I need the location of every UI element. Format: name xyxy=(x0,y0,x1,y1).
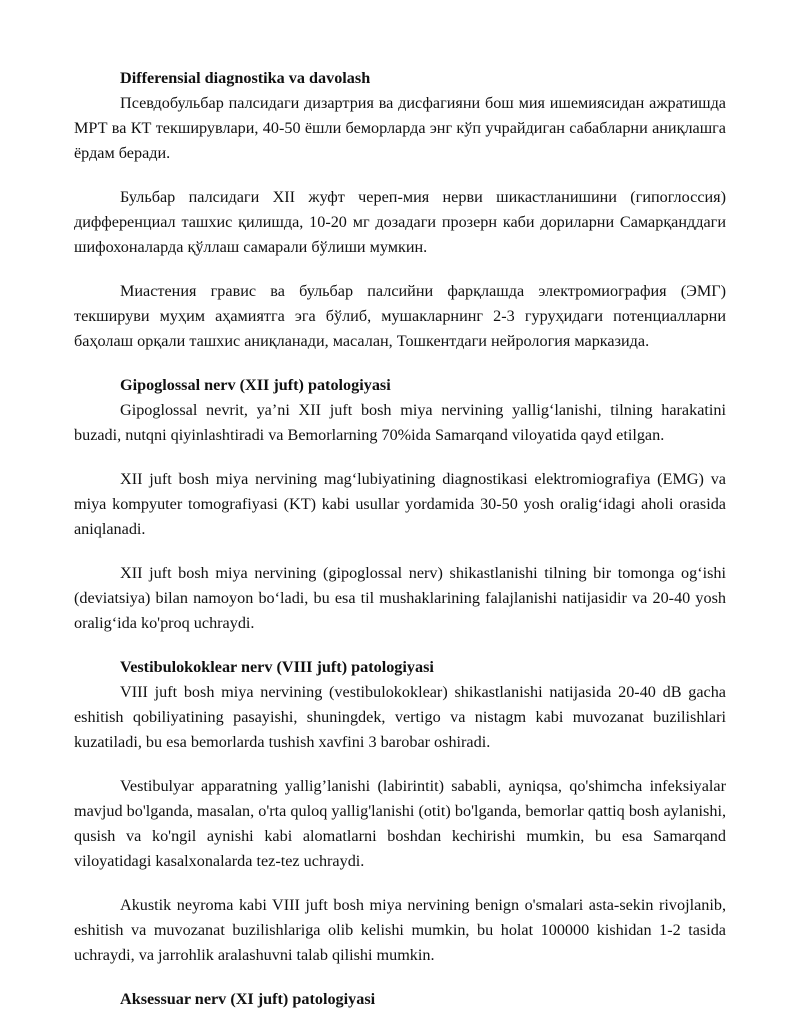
section-heading: Gipoglossal nerv (XII juft) patologiyasi xyxy=(120,376,391,394)
section-heading: Differensial diagnostika va davolash xyxy=(120,69,371,87)
paragraph: VIII juft bosh miya nervining (vestibulokoklear) shikastlanishi natijasida 20-40 dB gacha eshitish qobiliyatining pasayishi, shuningdek, vertigo va nistagm kabi muvozanat buzilishlari kuzatiladi, bu esa bemorlarda tushish xavfini 3 barobar oshiradi. xyxy=(74,683,726,751)
section-heading: Vestibulokoklear nerv (VIII juft) patologiyasi xyxy=(120,658,434,676)
paragraph: XII juft bosh miya nervining (gipoglossal nerv) shikastlanishi tilning bir tomonga og‘ishi (deviatsiya) bilan namoyon bo‘ladi, bu esa til mushaklarining falajlanishi natijasidir va 20-40 yosh oralig‘ida ko'proq uchraydi. xyxy=(74,564,726,632)
paragraph: Миастения гравис ва бульбар палсийни фарқлашда электромиография (ЭМГ) текшируви муҳим аҳамиятга эга бўлиб, мушакларнинг 2-3 гуруҳидаги потенциалларни баҳолаш орқали ташхис аниқланади, масалан, Тошкентдаги нейрология марказида. xyxy=(74,282,726,350)
paragraph: Бульбар палсидаги XII жуфт череп-мия нерви шикастланишини (гипоглоссия) дифференциал ташхис қилишда, 10-20 мг дозадаги прозерн каби дориларни Самарқанддаги шифохоналарда қўллаш самарали бўлиши мумкин. xyxy=(74,188,726,256)
section-heading: Aksessuar nerv (XI juft) patologiyasi xyxy=(120,990,376,1008)
paragraph: XII juft bosh miya nervining mag‘lubiyatining diagnostikasi elektromiografiya (EMG) va miya kompyuter tomografiyasi (KT) kabi usullar yordamida 30-50 yosh oralig‘idagi aholi orasida aniqlanadi. xyxy=(74,470,726,538)
document-page xyxy=(74,66,726,1012)
paragraph: Akustik neyroma kabi VIII juft bosh miya nervining benign o'smalari asta-sekin rivojlanib, eshitish va muvozanat buzilishlariga olib kelishi mumkin, bu holat 100000 kishidan 1-2 tasida uchraydi, va jarrohlik aralashuvni talab qilishi mumkin. xyxy=(74,896,726,964)
paragraph: Псевдобульбар палсидаги дизартрия ва дисфагияни бош мия ишемиясидан ажратишда МРТ ва КТ текширувлари, 40-50 ёшли беморларда энг кўп учрайдиган сабабларни аниқлашга ёрдам беради. xyxy=(74,94,726,162)
section-accessory-nerve xyxy=(74,987,726,1012)
paragraph: Gipoglossal nevrit, ya’ni XII juft bosh miya nervining yallig‘lanishi, tilning harakatini buzadi, nutqni qiyinlashtiradi va Bemorlarning 70%ida Samarqand viloyatida qayd etilgan. xyxy=(74,401,726,444)
section-hypoglossal-nerve xyxy=(74,373,726,636)
section-differential-diagnosis xyxy=(74,66,726,354)
paragraph: Vestibulyar apparatning yallig’lanishi (labirintit) sababli, ayniqsa, qo'shimcha infeksiyalar mavjud bo'lganda, masalan, o'rta quloq yallig'lanishi (otit) bo'lganda, bemorlar qattiq bosh aylanishi, qusish va ko'ngil aynishi kabi alomatlarni boshdan kechirishi mumkin, bu esa Samarqand viloyatidagi kasalxonalarda tez-tez uchraydi. xyxy=(74,777,726,870)
section-vestibulocochlear-nerve xyxy=(74,655,726,968)
